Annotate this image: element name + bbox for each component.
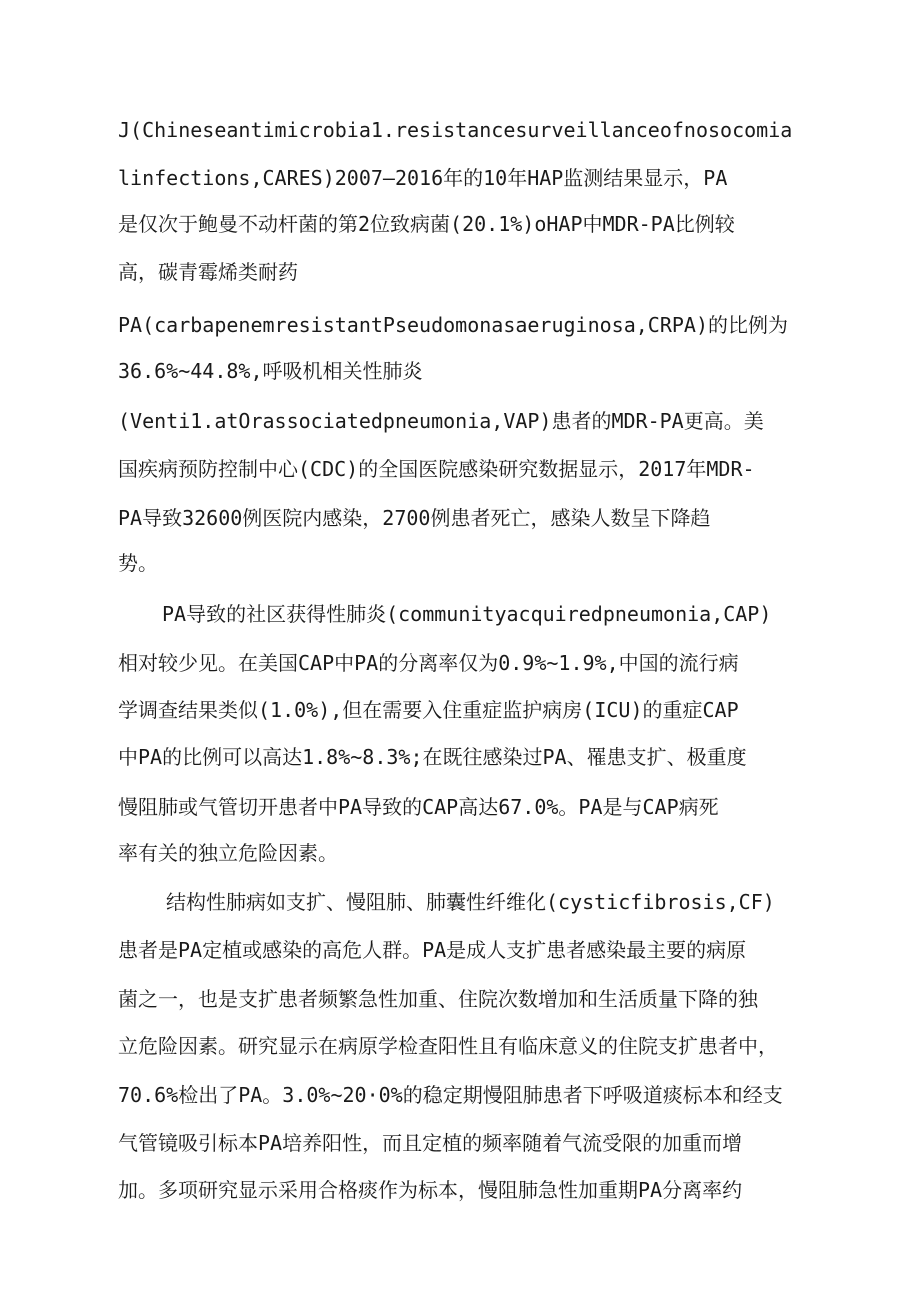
text-line: 相对较少见。在美国CAP中PA的分离率仅为0.9%~1.9%,中国的流行病 (118, 651, 739, 675)
text-line: 势。 (118, 551, 158, 575)
text-line: J(Chineseantimicrobia1.resistancesurveillanceofnosocomia (118, 118, 793, 142)
text-line: 70.6%检出了PA。3.0%~20·0%的稳定期慢阻肺患者下呼吸道痰标本和经支 (118, 1083, 783, 1107)
text-line: 慢阻肺或气管切开患者中PA导致的CAP高达67.0%。PA是与CAP病死 (118, 795, 719, 819)
text-line: PA(carbapenemresistantPseudomonasaeruginosa,CRPA)的比例为 (118, 313, 789, 337)
text-line: PA导致32600例医院内感染，2700例患者死亡，感染人数呈下降趋 (118, 506, 711, 530)
text-line: 气管镜吸引标本PA培养阳性，而且定植的频率随着气流受限的加重而增 (118, 1131, 743, 1155)
paragraph-first-line: PA导致的社区获得性肺炎(communityacquiredpneumonia,CAP) (162, 602, 772, 626)
text-line: 患者是PA定植或感染的高危人群。PA是成人支扩患者感染最主要的病原 (118, 938, 747, 962)
text-line: 高，碳青霉烯类耐药 (118, 260, 298, 284)
text-line: 学调查结果类似(1.0%),但在需要入住重症监护病房(ICU)的重症CAP (118, 698, 739, 722)
text-line: 率有关的独立危险因素。 (118, 841, 338, 865)
text-line: 立危险因素。研究显示在病原学检查阳性且有临床意义的住院支扩患者中， (118, 1034, 778, 1058)
text-line: 加。多项研究显示采用合格痰作为标本，慢阻肺急性加重期PA分离率约 (118, 1178, 743, 1202)
text-line: 36.6%~44.8%,呼吸机相关性肺炎 (118, 359, 423, 383)
paragraph-first-line: 结构性肺病如支扩、慢阻肺、肺囊性纤维化(cysticfibrosis,CF) (166, 890, 775, 914)
text-line: 菌之一，也是支扩患者频繁急性加重、住院次数增加和生活质量下降的独 (118, 987, 758, 1011)
text-line: linfections,CARES)2007—2016年的10年HAP监测结果显示，PA (118, 166, 728, 190)
text-line: 国疾病预防控制中心(CDC)的全国医院感染研究数据显示，2017年MDR- (118, 457, 755, 481)
text-line: (Venti1.atOrassociatedpneumonia,VAP)患者的MDR-PA更高。美 (118, 409, 764, 433)
text-line: 是仅次于鲍曼不动杆菌的第2位致病菌(20.1%)oHAP中MDR-PA比例较 (118, 212, 735, 236)
text-line: 中PA的比例可以高达1.8%~8.3%;在既往感染过PA、罹患支扩、极重度 (118, 745, 747, 769)
